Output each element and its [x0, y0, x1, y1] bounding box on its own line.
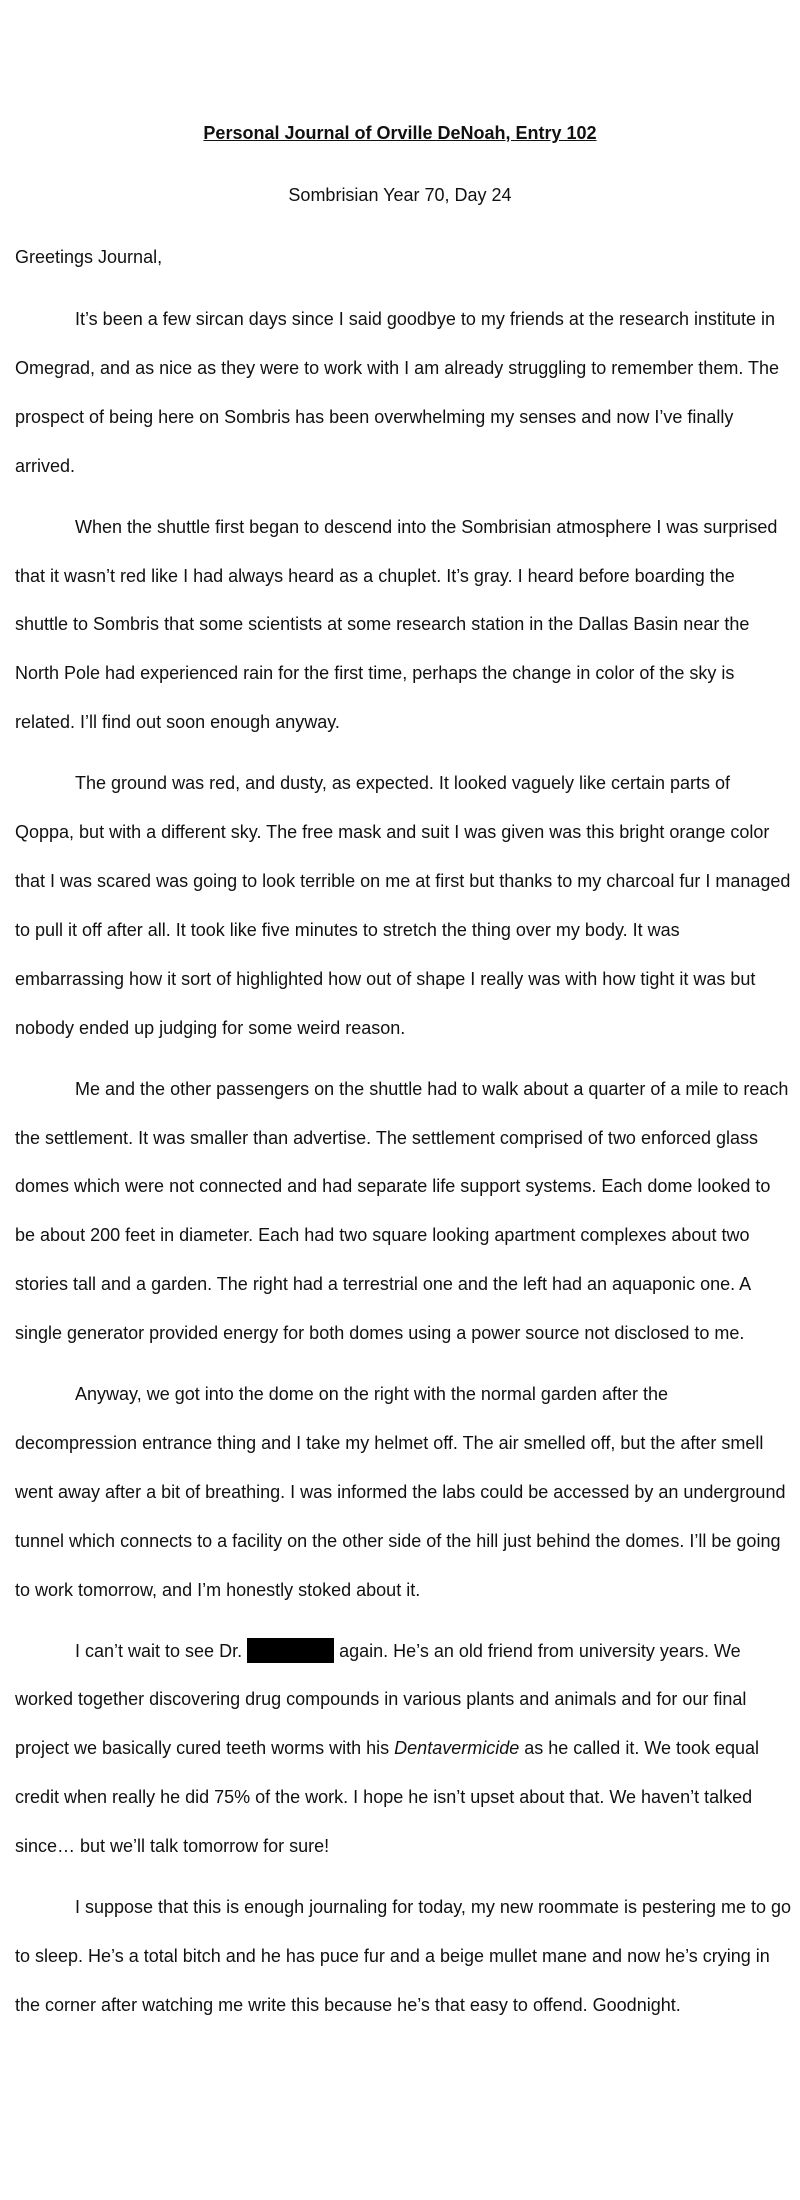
- paragraph-3: The ground was red, and dusty, as expected. It looked vaguely like certain parts of Qoppa, but with a different sky. The free mask and suit I was given was this bright orange color that I was scared was going to look terrible on me at first but thanks to my charcoal fur I managed to pull it off after all. It took like five minutes to stretch the thing over my body. It was embarrassing how it sort of highlighted how out of shape I really was with how tight it was but nobody ended up judging for some weird reason.: [15, 773, 791, 1038]
- paragraph-4: Me and the other passengers on the shuttle had to walk about a quarter of a mile to reach the settlement. It was smaller than advertise. The settlement comprised of two enforced glass domes which were not connected and had separate life support systems. Each dome looked to be about 200 feet in diameter. Each had two square looking apartment complexes about two stories tall and a garden. The right had a terrestrial one and the left had an aquaponic one. A single generator provided energy for both domes using a power source not disclosed to me.: [15, 1078, 789, 1344]
- redaction-bar: [247, 1638, 334, 1663]
- paragraph-6-end: as he called it. We took equal credit when really he did 75% of the work. I hope he isn’t upset about that. We haven’t talked since… but we’ll talk tomorrow for sure!: [15, 1738, 760, 1857]
- paragraph-7: I suppose that this is enough journaling for today, my new roommate is pestering me to go to sleep. He’s a total bitch and he has puce fur and a beige mullet mane and now he’s crying in the corner after watching me write this because he’s that easy to offend. Goodnight.: [15, 1897, 792, 2015]
- journal-greeting: Greetings Journal,: [15, 247, 163, 267]
- journal-body: [15, 295, 792, 2042]
- paragraph-6-middle: again. He’s an old friend from university years. We worked together discovering drug compounds in various plants and animals and for our final project we basically cured teeth worms with his: [15, 1640, 747, 1759]
- drug-name: Dentavermicide: [394, 1738, 520, 1759]
- paragraph-6-start: I can’t wait to see Dr.: [75, 1640, 243, 1661]
- paragraph-6: [15, 1627, 792, 1872]
- journal-title: Personal Journal of Orville DeNoah, Entry 102: [203, 123, 597, 143]
- paragraph-2: When the shuttle first began to descend into the Sombrisian atmosphere I was surprised that it wasn’t red like I had always heard as a chuplet. It’s gray. I heard before boarding the shuttle to Sombris that some scientists at some research station in the Dallas Basin near the North Pole had experienced rain for the first time, perhaps the change in color of the sky is related. I’ll find out soon enough anyway.: [15, 516, 778, 733]
- journal-date: Sombrisian Year 70, Day 24: [288, 185, 512, 205]
- paragraph-5: Anyway, we got into the dome on the right with the normal garden after the decompression entrance thing and I take my helmet off. The air smelled off, but the after smell went away after a bit of breathing. I was informed the labs could be accessed by an underground tunnel which connects to a facility on the other side of the hill just behind the domes. I’ll be going to work tomorrow, and I’m honestly stoked about it.: [15, 1384, 786, 1600]
- paragraph-1: It’s been a few sircan days since I said goodbye to my friends at the research institute in Omegrad, and as nice as they were to work with I am already struggling to remember them. The prospect of being here on Sombris has been overwhelming my senses and now I’ve finally arrived.: [15, 309, 780, 476]
